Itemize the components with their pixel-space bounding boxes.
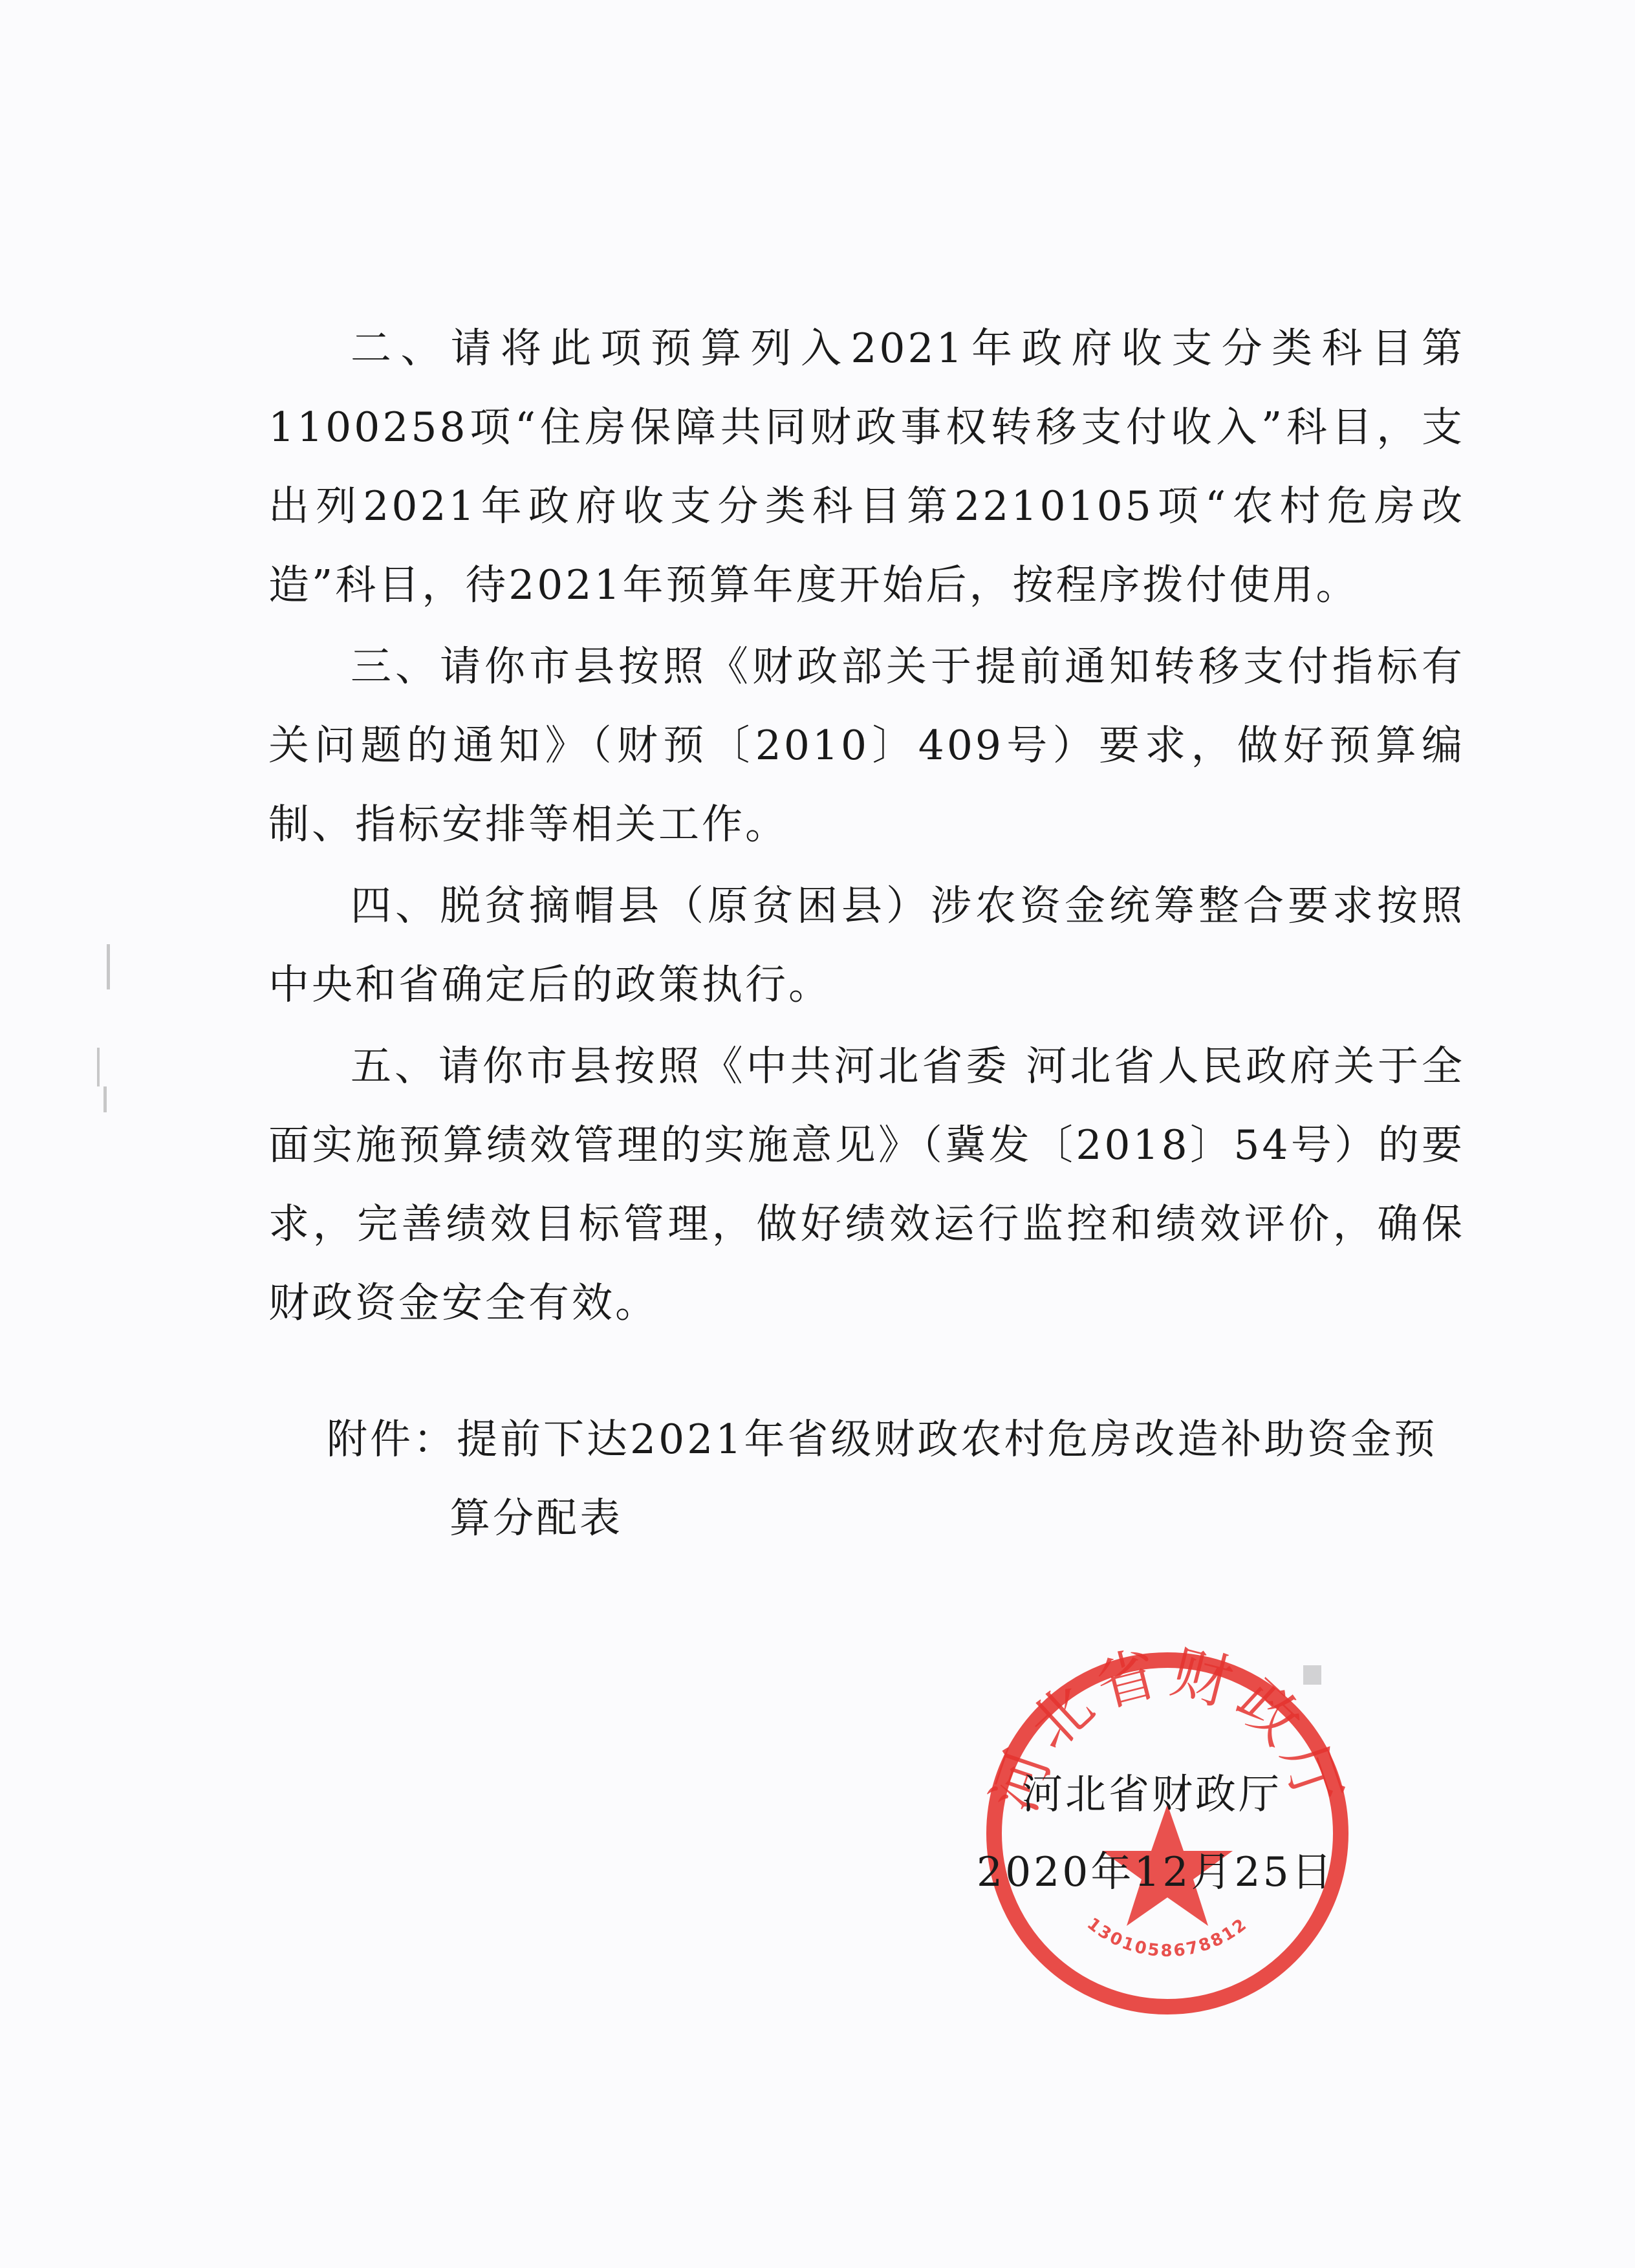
scan-fleck [107, 944, 110, 989]
seal-text: 河北省财政厅 [979, 1643, 1356, 1820]
paragraph-four: 四、脱贫摘帽县（原贫困县）涉农资金统筹整合要求按照中央和省确定后的政策执行。 [268, 882, 1465, 1008]
svg-text:1301058678812 [1083, 1914, 1251, 1961]
scan-fleck [1303, 1665, 1321, 1685]
paragraph-two: 二、请将此项预算列入2021年政府收支分类科目第1100258项“住房保障共同财政事权转移支付收入”科目，支出列2021年政府收支分类科目第2210105项“农村危房改造”科目，待2021年预算年度开始后，按程序拨付使用。 [268, 325, 1465, 609]
document-body [268, 309, 1465, 1345]
signing-organization: 河北省财政厅 [1022, 1771, 1282, 1818]
attachment-note [327, 1400, 1465, 1558]
paragraph-three: 三、请你市县按照《财政部关于提前通知转移支付指标有关问题的通知》（财预〔2010〕409号）要求，做好预算编制、指标安排等相关工作。 [268, 643, 1465, 848]
seal-code: 1301058678812 [1083, 1914, 1252, 1961]
attachment-label: 附件： [327, 1416, 457, 1463]
signature-block [977, 1756, 1335, 1911]
scan-fleck [103, 1086, 107, 1112]
signing-date: 2020年12月25日 [977, 1848, 1335, 1895]
attachment-title: 提前下达2021年省级财政农村危房改造补助资金预算分配表 [449, 1416, 1438, 1542]
scan-fleck [97, 1048, 100, 1086]
paragraph-five: 五、请你市县按照《中共河北省委 河北省人民政府关于全面实施预算绩效管理的实施意见》（冀发〔2018〕54号）的要求，完善绩效目标管理，做好绩效运行监控和绩效评价，确保财政资金安全有效。 [268, 1042, 1465, 1326]
